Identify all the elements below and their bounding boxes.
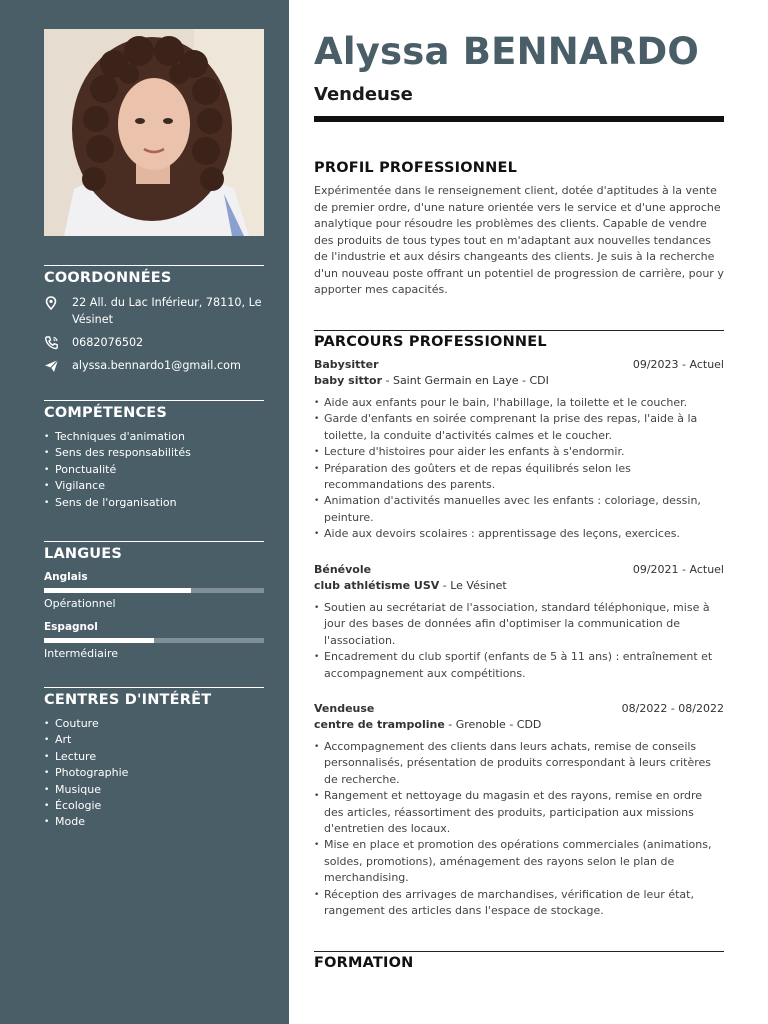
send-icon	[44, 357, 72, 373]
job-bullets	[314, 395, 724, 543]
job-entry	[314, 701, 724, 919]
job-entry-title: Bénévole	[314, 563, 372, 576]
profile-section	[314, 160, 724, 299]
profile-text: Expérimentée dans le renseignement client, dotée d'aptitudes à la vente de premier ordre, d'une nature orientée vers le service et d'une approche analytique pour résoudre les problèmes des clients. Capable de vendre des produits de tous types tout en m'adaptant aux nouvelles tendances de l'industrie et aux désirs changeants des clients. Je suis à la recherche d'un nouveau poste offrant un potentiel de progression de carrière, pour y apporter mes capacités.	[314, 184, 724, 296]
job-employer: centre de trampoline	[314, 718, 445, 731]
section-divider	[314, 330, 724, 331]
list-item: • Mode	[44, 814, 264, 830]
job-entry-title: Vendeuse	[314, 702, 375, 715]
list-item: • Vigilance	[44, 478, 264, 494]
job-employer-line	[314, 717, 724, 733]
contact-section	[44, 265, 264, 380]
job-dates: 08/2022 - 08/2022	[621, 702, 724, 715]
section-divider	[314, 951, 724, 952]
list-item: • Animation d'activités manuelles avec les enfants : coloriage, dessin, peinture.	[314, 493, 724, 526]
list-item: • Ponctualité	[44, 462, 264, 478]
job-location: - Le Vésinet	[439, 579, 507, 592]
candidate-name: Alyssa BENNARDO	[314, 30, 700, 73]
list-item: • Lecture d'histoires pour aider les enfants à s'endormir.	[314, 444, 724, 460]
languages-section	[44, 541, 264, 670]
language-level: Opérationnel	[44, 597, 116, 610]
list-item: • Aide aux enfants pour le bain, l'habillage, la toilette et le coucher.	[314, 395, 724, 411]
language-name: Anglais	[44, 571, 88, 583]
phone-icon	[44, 334, 72, 350]
job-employer-line	[314, 373, 724, 389]
email-row[interactable]	[44, 357, 264, 374]
email-text[interactable]: alyssa.bennardo1@gmail.com	[72, 359, 241, 372]
skills-title: COMPÉTENCES	[44, 405, 168, 421]
job-dates: 09/2023 - Actuel	[632, 358, 724, 371]
education-title: FORMATION	[314, 955, 414, 971]
job-header	[314, 357, 724, 373]
job-employer-line	[314, 578, 724, 594]
list-item: • Préparation des goûters et de repas équilibrés selon les recommandations des parents.	[314, 461, 724, 494]
list-item: • Mise en place et promotion des opérations commerciales (animations, soldes, promotions), aménagement des rayons selon le plan de merchandising.	[314, 837, 724, 886]
phone-text[interactable]: 0682076502	[72, 336, 144, 349]
job-location: - Saint Germain en Laye - CDI	[382, 374, 549, 387]
list-item: • Lecture	[44, 749, 264, 765]
list-item: • Réception des arrivages de marchandises, vérification de leur état, rangement des articles dans l'espace de stockage.	[314, 887, 724, 920]
list-item: • Rangement et nettoyage du magasin et des rayons, remise en ordre des articles, réassortiment des produits, participation aux missions d'entretien des locaux.	[314, 788, 724, 837]
list-item: • Garde d'enfants en soirée comprenant la prise des repas, l'aide à la toilette, la conduite d'activités calmes et le coucher.	[314, 411, 724, 444]
language-item	[44, 570, 264, 611]
phone-row[interactable]	[44, 334, 264, 351]
language-level-bar	[44, 638, 264, 643]
language-level-bar	[44, 588, 264, 593]
list-item: • Art	[44, 732, 264, 748]
skills-list	[44, 429, 264, 511]
list-item: • Encadrement du club sportif (enfants de 5 à 11 ans) : entraînement et accompagnement aux compétitions.	[314, 649, 724, 682]
job-employer: baby sittor	[314, 374, 382, 387]
list-item: • Écologie	[44, 798, 264, 814]
list-item: • Soutien au secrétariat de l'association, standard téléphonique, mise à jour des bases de données afin d'optimiser la communication de l'association.	[314, 600, 724, 649]
list-item: • Sens des responsabilités	[44, 445, 264, 461]
job-bullets	[314, 600, 724, 682]
location-pin-icon	[44, 294, 72, 310]
contact-title: COORDONNÉES	[44, 270, 172, 286]
job-header	[314, 701, 724, 717]
profile-title: PROFIL PROFESSIONNEL	[314, 160, 518, 176]
job-title: Vendeuse	[314, 84, 413, 105]
languages-title: LANGUES	[44, 546, 123, 562]
interests-section	[44, 687, 264, 831]
list-item: • Techniques d'animation	[44, 429, 264, 445]
job-dates: 09/2021 - Actuel	[632, 563, 724, 576]
list-item: • Accompagnement des clients dans leurs achats, remise de conseils personnalisés, présentation de produits correspondant à leurs critères de recherche.	[314, 739, 724, 788]
language-item	[44, 620, 264, 661]
job-entry	[314, 357, 724, 543]
header-divider	[314, 116, 724, 122]
experience-title: PARCOURS PROFESSIONNEL	[314, 334, 547, 350]
list-item: • Photographie	[44, 765, 264, 781]
list-item: • Couture	[44, 716, 264, 732]
job-header	[314, 562, 724, 578]
job-entry	[314, 562, 724, 682]
list-item: • Musique	[44, 782, 264, 798]
address-row	[44, 294, 264, 328]
interests-title: CENTRES D'INTÉRÊT	[44, 692, 212, 708]
language-level-fill	[44, 588, 191, 593]
sidebar	[0, 0, 289, 1024]
profile-photo	[44, 29, 264, 236]
list-item: • Sens de l'organisation	[44, 495, 264, 511]
job-location: - Grenoble - CDD	[444, 718, 542, 731]
language-level: Intermédiaire	[44, 647, 118, 660]
list-item: • Aide aux devoirs scolaires : apprentissage des leçons, exercices.	[314, 526, 724, 542]
skills-section	[44, 400, 264, 511]
job-employer: club athlétisme USV	[314, 579, 440, 592]
language-level-fill	[44, 638, 154, 643]
job-bullets	[314, 739, 724, 919]
address-text: 22 All. du Lac Inférieur, 78110, Le Vésinet	[72, 296, 262, 326]
interests-list	[44, 716, 264, 831]
language-name: Espagnol	[44, 621, 98, 633]
education-section	[314, 951, 724, 971]
experience-section	[314, 330, 724, 350]
job-entry-title: Babysitter	[314, 358, 379, 371]
